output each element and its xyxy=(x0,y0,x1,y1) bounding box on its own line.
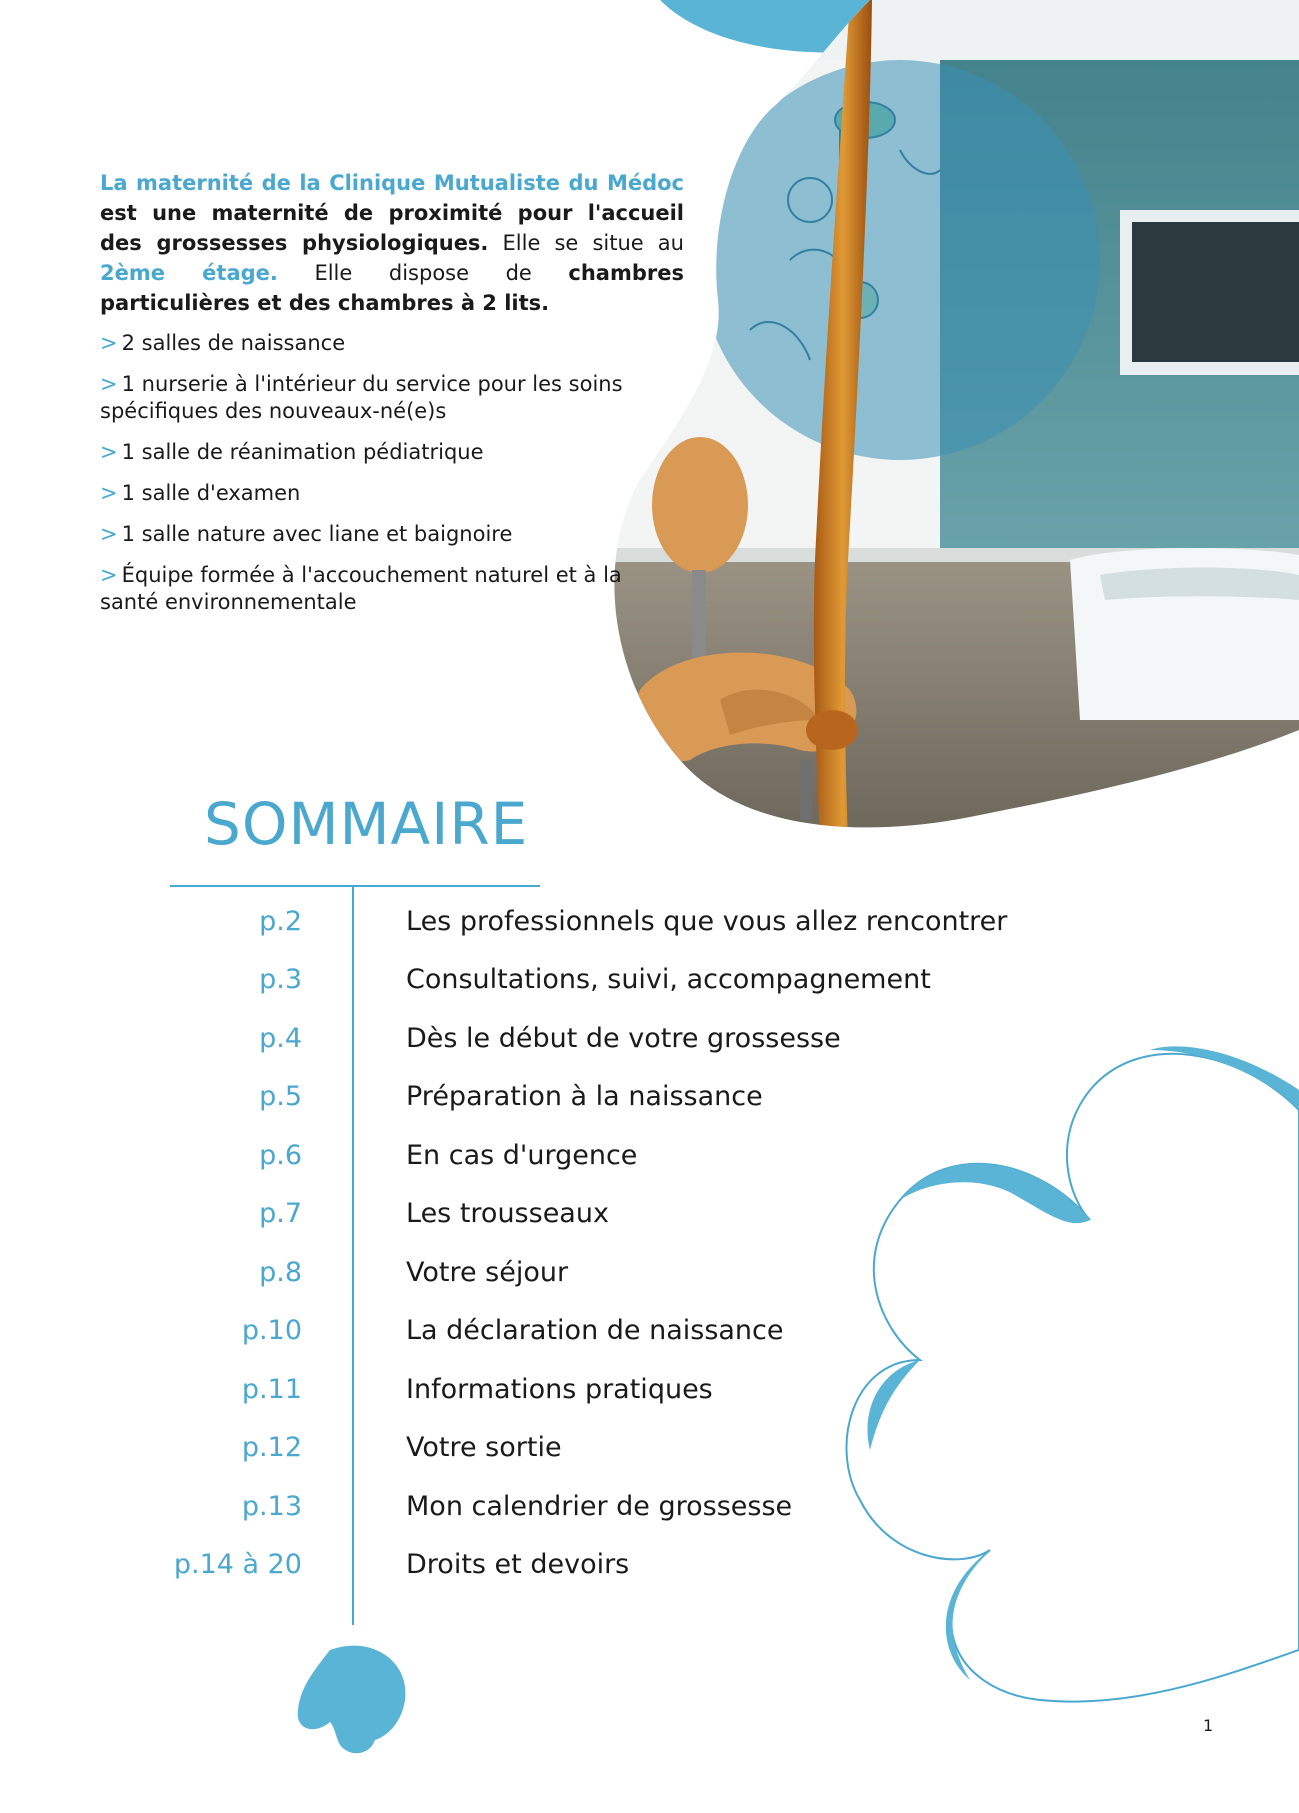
cloud-decoration xyxy=(840,1030,1299,1710)
toc-label: Votre séjour xyxy=(406,1257,569,1288)
toc-page-ref: p.4 xyxy=(259,1023,302,1054)
feature-item: > 1 salle d'examen xyxy=(100,481,301,505)
intro-floor: 2ème étage. xyxy=(100,261,278,285)
toc-page-ref: p.7 xyxy=(259,1198,302,1229)
intro-text-bold-2: maternité de proximité pour l'accueil des grossesses physiologiques. xyxy=(100,201,684,255)
toc-page-ref: p.10 xyxy=(241,1315,302,1346)
toc-page-ref: p.13 xyxy=(241,1491,302,1522)
feature-item: > 1 salle nature avec liane et baignoire xyxy=(100,522,513,546)
toc-page-ref: p.12 xyxy=(241,1432,302,1463)
maternity-room-photo xyxy=(600,0,1299,840)
toc-label: Consultations, suivi, accompagnement xyxy=(406,964,931,995)
feature-item: > Équipe formée à l'accouchement naturel et à la santé environnementale xyxy=(100,563,622,614)
toc-page-ref: p.14 à 20 xyxy=(173,1549,302,1580)
intro-paragraph xyxy=(100,168,684,318)
bullet-arrow-icon: > xyxy=(100,372,118,396)
toc-label: Les trousseaux xyxy=(406,1198,609,1229)
page-number: 1 xyxy=(1203,1716,1214,1735)
toc-page-ref: p.5 xyxy=(259,1081,302,1112)
toc-page-ref: p.11 xyxy=(241,1374,302,1405)
toc-page-ref: p.6 xyxy=(259,1140,302,1171)
toc-label: Préparation à la naissance xyxy=(406,1081,763,1112)
toc-row[interactable] xyxy=(0,964,1100,1004)
toc-label: Informations pratiques xyxy=(406,1374,713,1405)
toc-label: Dès le début de votre grossesse xyxy=(406,1023,841,1054)
small-blue-blob xyxy=(290,1640,420,1760)
toc-row[interactable] xyxy=(0,906,1100,946)
intro-text-location: Elle se situe au xyxy=(488,231,684,255)
intro-clinic-name: La maternité de la Clinique Mutualiste du Médoc xyxy=(100,171,684,195)
toc-label: Votre sortie xyxy=(406,1432,562,1463)
feature-item: > 2 salles de naissance xyxy=(100,331,346,355)
sommaire-title: SOMMAIRE xyxy=(204,790,529,858)
toc-label: Mon calendrier de grossesse xyxy=(406,1491,793,1522)
title-divider xyxy=(170,885,540,887)
features-list xyxy=(100,330,640,630)
toc-label: Droits et devoirs xyxy=(406,1549,630,1580)
toc-page-ref: p.2 xyxy=(259,906,302,937)
toc-page-ref: p.8 xyxy=(259,1257,302,1288)
bullet-arrow-icon: > xyxy=(100,440,118,464)
toc-label: En cas d'urgence xyxy=(406,1140,638,1171)
bullet-arrow-icon: > xyxy=(100,522,118,546)
toc-page-ref: p.3 xyxy=(259,964,302,995)
bullet-arrow-icon: > xyxy=(100,563,118,587)
feature-item: > 1 salle de réanimation pédiatrique xyxy=(100,440,484,464)
toc-label: La déclaration de naissance xyxy=(406,1315,784,1346)
bullet-arrow-icon: > xyxy=(100,331,118,355)
intro-text-rooms: chambres particulières et des chambres à 2 lits. xyxy=(100,261,684,315)
bullet-arrow-icon: > xyxy=(100,481,118,505)
toc-label: Les professionnels que vous allez rencontrer xyxy=(406,906,1008,937)
feature-item: > 1 nurserie à l'intérieur du service pour les soins spécifiques des nouveaux-né(e)s xyxy=(100,372,623,423)
intro-text-bold-1: est une xyxy=(100,201,212,225)
intro-text-dispose: Elle dispose de xyxy=(277,261,569,285)
